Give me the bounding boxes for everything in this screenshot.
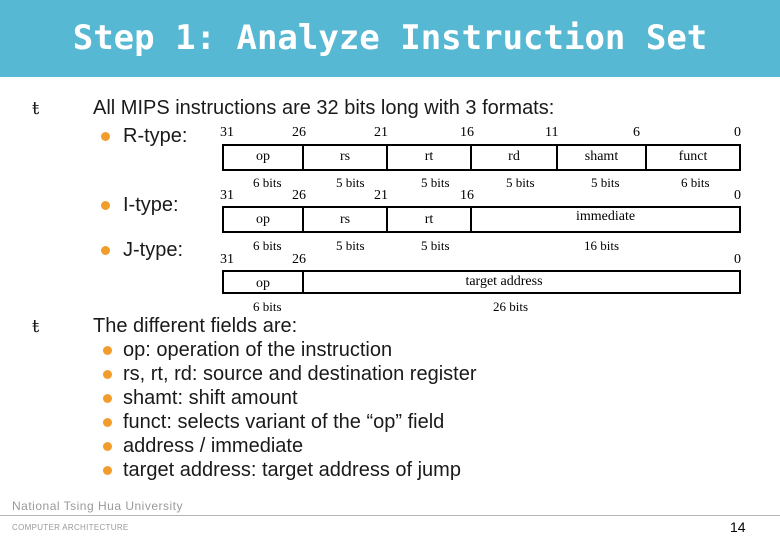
field-op: op (256, 149, 270, 164)
list-item: op: operation of the instruction (123, 339, 393, 361)
bit-label: 31 (220, 125, 234, 140)
width-label: 5 bits (336, 175, 365, 190)
bit-label: 16 (460, 188, 474, 203)
bullet-dot-icon (101, 201, 110, 210)
bullet-icon: ŧ (32, 316, 40, 337)
bullet-dot-icon (101, 132, 110, 141)
bit-label: 26 (292, 125, 306, 140)
field-rt: rt (424, 212, 434, 227)
field-op: op (256, 276, 270, 291)
slide-title: Step 1: Analyze Instruction Set (72, 18, 708, 58)
bit-label: 31 (220, 188, 234, 203)
field-rt: rt (424, 149, 434, 164)
width-label: 5 bits (591, 175, 620, 190)
width-label: 6 bits (253, 238, 282, 253)
field-funct: funct (678, 149, 708, 164)
footer-department: COMPUTER ARCHITECTURE (12, 523, 129, 532)
r-type-label: R-type: (123, 125, 188, 147)
field-shamt: shamt (584, 149, 619, 164)
bullet-dot-icon (103, 394, 112, 403)
bit-label: 21 (374, 125, 388, 140)
bullet-dot-icon (103, 442, 112, 451)
field-target-address: target address (465, 274, 543, 289)
bullet-icon: ŧ (32, 98, 40, 119)
width-label: 5 bits (336, 238, 365, 253)
bit-label: 26 (292, 188, 306, 203)
field-op: op (256, 212, 270, 227)
fields-heading: The different fields are: (93, 315, 298, 337)
bit-label: 0 (734, 252, 741, 267)
bullet-dot-icon (103, 418, 112, 427)
field-immediate: immediate (575, 209, 636, 224)
width-label: 6 bits (253, 299, 282, 314)
list-item: shamt: shift amount (123, 387, 298, 409)
width-label: 5 bits (506, 175, 535, 190)
bit-label: 26 (292, 252, 306, 267)
width-label: 26 bits (493, 299, 529, 314)
list-item: address / immediate (123, 435, 304, 457)
bullet-dot-icon (103, 466, 112, 475)
field-rs: rs (339, 149, 351, 164)
bit-label: 0 (734, 188, 741, 203)
bullet-dot-icon (101, 246, 110, 255)
bit-label: 6 (633, 125, 640, 140)
field-rd: rd (508, 149, 520, 164)
bit-label: 16 (460, 125, 474, 140)
bullet-dot-icon (103, 346, 112, 355)
field-rs: rs (339, 212, 351, 227)
j-type-label: J-type: (123, 239, 184, 261)
list-item: funct: selects variant of the “op” field (123, 411, 445, 433)
bit-label: 0 (734, 125, 741, 140)
intro-text: All MIPS instructions are 32 bits long with 3 formats: (93, 97, 555, 119)
list-item: rs, rt, rd: source and destination register (123, 363, 477, 385)
bullet-dot-icon (103, 370, 112, 379)
width-label: 5 bits (421, 175, 450, 190)
i-type-label: I-type: (123, 194, 179, 216)
list-item: target address: target address of jump (123, 459, 461, 481)
bit-label: 31 (220, 252, 234, 267)
width-label: 6 bits (681, 175, 710, 190)
width-label: 5 bits (421, 238, 450, 253)
footer-university: National Tsing Hua University (12, 499, 184, 513)
width-label: 16 bits (584, 238, 620, 253)
bit-label: 21 (374, 188, 388, 203)
page-number: 14 (730, 519, 746, 535)
footer-divider (0, 515, 780, 516)
width-label: 6 bits (253, 175, 282, 190)
bit-label: 11 (545, 125, 559, 140)
